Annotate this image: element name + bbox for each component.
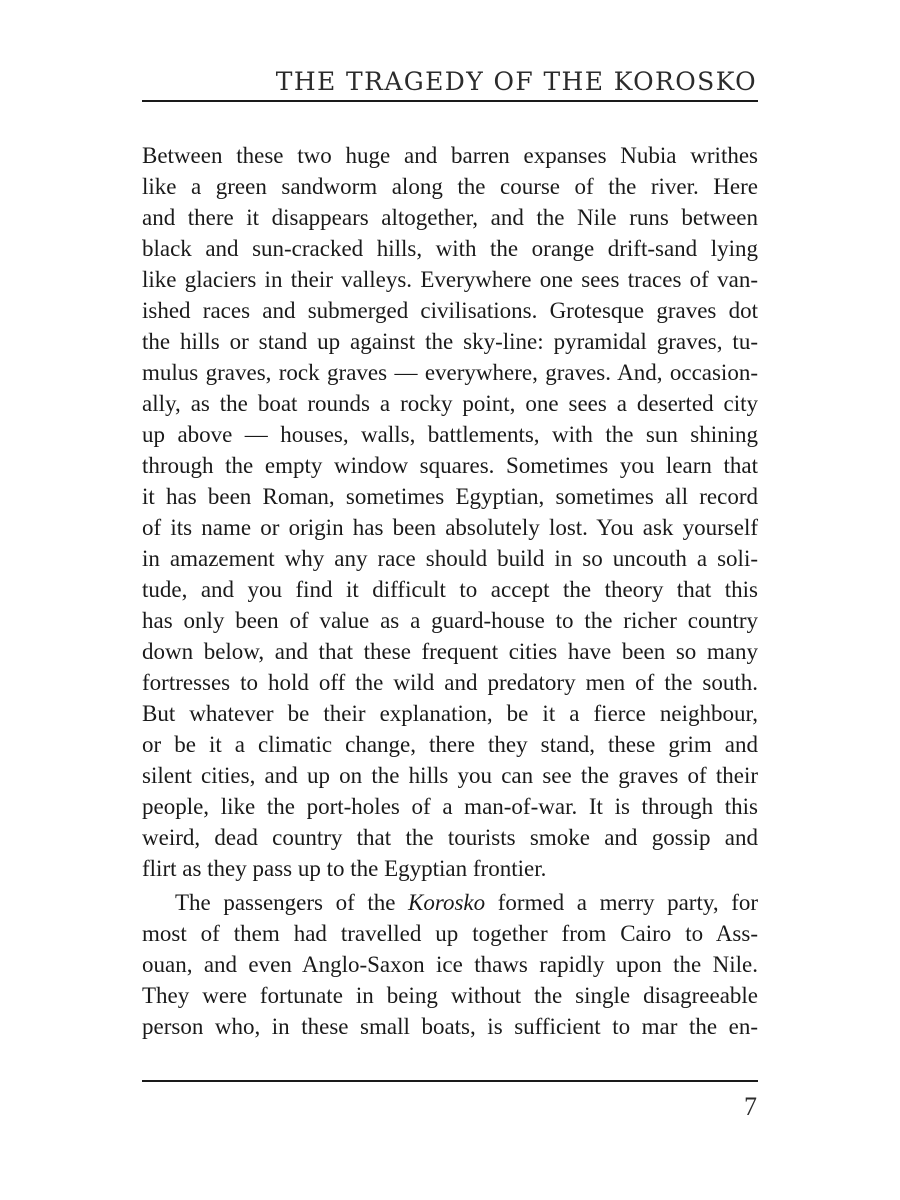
text-line: mulus graves, rock graves — everywhere, graves. And, occasion-: [142, 360, 758, 385]
text-line: up above — houses, walls, battlements, with the sun shining: [142, 422, 758, 447]
text-line: down below, and that these frequent cities have been so many: [142, 639, 758, 664]
page-number: 7: [744, 1092, 757, 1121]
text-line: the hills or stand up against the sky-line: pyramidal graves, tu-: [142, 329, 758, 354]
text-line: through the empty window squares. Sometimes you learn that: [142, 453, 758, 478]
paragraph-2: [142, 887, 758, 1042]
text-line: They were fortunate in being without the single disagreeable: [142, 983, 758, 1008]
text-line: weird, dead country that the tourists smoke and gossip and: [142, 825, 758, 850]
text-line: ally, as the boat rounds a rocky point, one sees a deserted city: [142, 391, 758, 416]
text-line: But whatever be their explanation, be it a fierce neighbour,: [142, 701, 758, 726]
text-line: ished races and submerged civilisations. Grotesque graves dot: [142, 298, 758, 323]
text-line: black and sun-cracked hills, with the orange drift-sand lying: [142, 236, 758, 261]
text-line: [142, 887, 758, 918]
text-line: of its name or origin has been absolutely lost. You ask yourself: [142, 515, 758, 540]
text-line: people, like the port-holes of a man-of-war. It is through this: [142, 794, 758, 819]
text-line: person who, in these small boats, is sufficient to mar the en-: [142, 1014, 758, 1039]
text-line: or be it a climatic change, there they stand, these grim and: [142, 732, 758, 757]
text-line: Between these two huge and barren expanses Nubia writhes: [142, 143, 758, 168]
text-line: ouan, and even Anglo-Saxon ice thaws rapidly upon the Nile.: [142, 952, 758, 977]
text-line: like a green sandworm along the course of the river. Here: [142, 174, 758, 199]
text-line: most of them had travelled up together from Cairo to Ass-: [142, 921, 758, 946]
text-line: and there it disappears altogether, and the Nile runs between: [142, 205, 758, 230]
text-line: fortresses to hold off the wild and predatory men of the south.: [142, 670, 758, 695]
text-line: tude, and you find it difficult to accept the theory that this: [142, 577, 758, 602]
text-run: The passengers of the: [175, 890, 409, 915]
ship-name: Korosko: [408, 890, 486, 915]
footer-rule: [142, 1080, 758, 1082]
text-line: silent cities, and up on the hills you can see the graves of their: [142, 763, 758, 788]
body-text: [142, 140, 758, 1042]
text-line: like glaciers in their valleys. Everywhere one sees traces of van-: [142, 267, 758, 292]
header-rule: [142, 100, 758, 102]
paragraph-1: [142, 140, 758, 884]
text-line: has only been of value as a guard-house to the richer country: [142, 608, 758, 633]
text-line: in amazement why any race should build in so uncouth a soli-: [142, 546, 758, 571]
running-title: THE TRAGEDY OF THE KOROSKO: [275, 67, 757, 96]
text-line: flirt as they pass up to the Egyptian frontier.: [142, 856, 547, 881]
text-line: it has been Roman, sometimes Egyptian, sometimes all record: [142, 484, 758, 509]
text-run: formed a merry party, for: [485, 890, 759, 915]
